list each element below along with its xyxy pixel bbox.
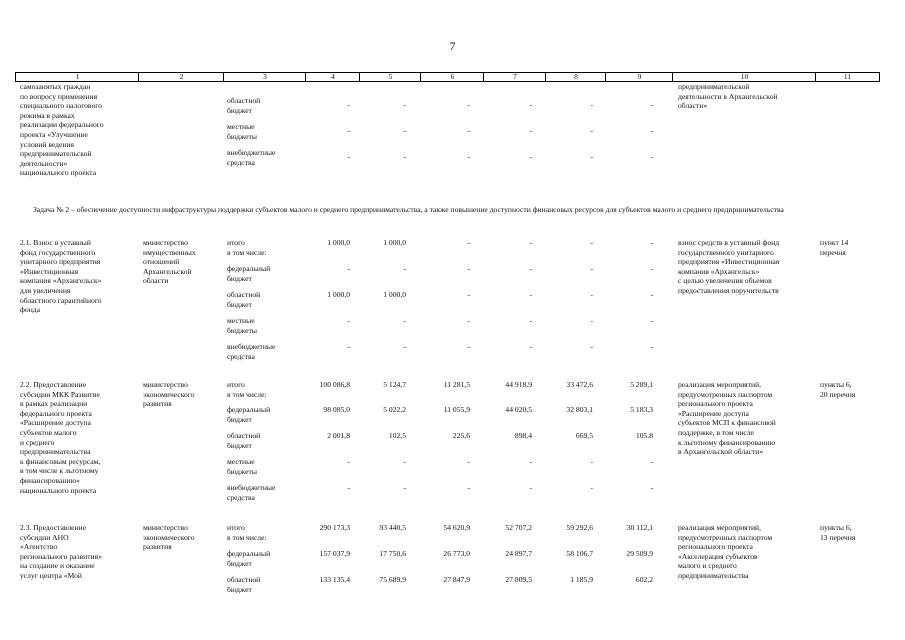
row-2-3-reference: пункты 6, 13 перечня	[820, 523, 856, 542]
row-2-2-local-values-col8: -	[590, 457, 593, 466]
row-2-3-federal-values-col7: 24 897,7	[505, 549, 532, 558]
header-col-8: 8	[545, 72, 606, 82]
row-2-1-total-values-col6: -	[467, 238, 470, 247]
row-2-2-extra-values-col9: -	[650, 483, 653, 492]
row-2-2-regional-values-col4: 2 001,8	[327, 431, 350, 440]
row-2-1-total-values-col9: -	[650, 238, 653, 247]
cont-extra-values-9: -	[650, 152, 653, 161]
row-2-2-regional-values-col9: 105,8	[635, 431, 653, 440]
row-2-3-executor: министерство экономического развития	[143, 523, 195, 552]
row-2-2-local-values-col6: -	[467, 457, 470, 466]
row-2-1-extra-values-col5: -	[403, 342, 406, 351]
row-2-1-local-values-col4: -	[347, 316, 350, 325]
row-2-2-federal-values-col5: 5 022,2	[383, 405, 406, 414]
row-2-1-regional-values-col6: -	[467, 290, 470, 299]
row-2-3-source-total: итого в том числе:	[227, 523, 267, 542]
header-col-3: 3	[223, 72, 306, 82]
cont-extra-values-5: -	[403, 152, 406, 161]
row-2-2-extra-values-col4: -	[347, 483, 350, 492]
header-col-11: 11	[815, 72, 880, 82]
row-2-3-regional-values-col6: 27 847,9	[443, 575, 470, 584]
row-2-3-total-values-col8: 59 292,6	[566, 523, 593, 532]
row-2-3-regional-values-col9: 602,2	[635, 575, 653, 584]
row-2-2-local-values-col5: -	[403, 457, 406, 466]
source-regional: областной бюджет	[227, 96, 261, 115]
task-2-heading: Задача № 2 – обеспечение доступности инфраструктуры поддержки субъектов малого и среднего предпринимательства, а также повышение доступности финансовых ресурсов для субъектов малого и среднего предпринимательства	[33, 205, 784, 214]
header-col-5: 5	[359, 72, 421, 82]
row-2-1-executor: министерство имущественных отношений Архангельской области	[143, 238, 196, 286]
row-2-1-local-values-col9: -	[650, 316, 653, 325]
row-2-1-regional-values-col4: 1 000,0	[327, 290, 350, 299]
cont-regional-values-9: -	[650, 100, 653, 109]
row-2-1-extra-values-col4: -	[347, 342, 350, 351]
row-2-2-total-values-col6: 11 281,5	[443, 380, 470, 389]
row-2-3-federal-values-col6: 26 773,0	[443, 549, 470, 558]
row-2-2-local-values-col7: -	[529, 457, 532, 466]
row-2-1-source-regional: областной бюджет	[227, 290, 261, 309]
row-2-1-federal-values-col4: -	[347, 264, 350, 273]
row-2-2-total-values-col5: 5 124,7	[383, 380, 406, 389]
row-2-1-regional-values-col7: -	[529, 290, 532, 299]
row-2-1-total-values-col4: 1 000,0	[327, 238, 350, 247]
row-2-2-federal-values-col9: 5 183,3	[630, 405, 653, 414]
cont-local-values-4: -	[347, 126, 350, 135]
row-2-2-extra-values-col8: -	[590, 483, 593, 492]
row-2-3-total-values-col4: 290 173,3	[319, 523, 350, 532]
row1-continuation-event: самозанятых граждан по вопросу применения специального налогового режима в рамках реализации федерального проекта «Улучшение условий ведения предпринимательской деятельности» национального проекта	[20, 82, 104, 178]
header-col-10: 10	[672, 72, 816, 82]
row-2-2-local-values-col9: -	[650, 457, 653, 466]
cont-regional-values-7: -	[529, 100, 532, 109]
row-2-1-source-federal: федеральный бюджет	[227, 264, 271, 283]
row-2-3-federal-values-col9: 29 509,9	[626, 549, 653, 558]
row-2-2-total-values-col7: 44 918,9	[505, 380, 532, 389]
row-2-2-extra-values-col7: -	[529, 483, 532, 492]
row-2-1-regional-values-col5: 1 000,0	[383, 290, 406, 299]
row-2-1-total-values-col8: -	[590, 238, 593, 247]
source-local: местные бюджеты	[227, 122, 257, 141]
source-extrabudget: внебюджетные средства	[227, 148, 276, 167]
row-2-2-federal-values-col8: 32 803,1	[566, 405, 593, 414]
header-col-9: 9	[605, 72, 673, 82]
cont-local-values-8: -	[590, 126, 593, 135]
row-2-3-federal-values-col4: 157 037,9	[319, 549, 350, 558]
row-2-1-extra-values-col9: -	[650, 342, 653, 351]
row-2-3-total-values-col5: 93 440,5	[379, 523, 406, 532]
row-2-1-source-total: итого в том числе:	[227, 238, 267, 257]
row-2-2-source-total: итого в том числе:	[227, 380, 267, 399]
row-2-3-federal-values-col5: 17 750,6	[379, 549, 406, 558]
cont-regional-values-6: -	[467, 100, 470, 109]
cont-regional-values-8: -	[590, 100, 593, 109]
header-col-4: 4	[305, 72, 360, 82]
row-2-1-total-values-col7: -	[529, 238, 532, 247]
row-2-2-regional-values-col8: 669,5	[575, 431, 593, 440]
row-2-1-regional-values-col8: -	[590, 290, 593, 299]
row-2-2-source-regional: областной бюджет	[227, 431, 261, 450]
row-2-1-local-values-col5: -	[403, 316, 406, 325]
row-2-1-result: взнос средств в уставный фонд государственного унитарного предприятия «Инвестиционная компания «Архангельск» с целью увеличения объемов предоставления поручительств	[678, 238, 780, 295]
row-2-1-federal-values-col6: -	[467, 264, 470, 273]
row-2-1-local-values-col7: -	[529, 316, 532, 325]
row-2-2-event: 2.2. Предоставление субсидии МКК Развитие в рамках реализации федерального проекта «Расширение доступа субъектов малого и среднего предпринимательства к финансовым ресурсам, в том числе к льготному финансированию» национального проекта	[20, 380, 101, 495]
row-2-2-executor: министерство экономического развития	[143, 380, 195, 409]
row-2-2-source-local: местные бюджеты	[227, 457, 257, 476]
row-2-2-regional-values-col7: 898,4	[514, 431, 532, 440]
header-col-1: 1	[15, 72, 139, 82]
row-2-2-total-values-col4: 100 086,8	[319, 380, 350, 389]
cont-local-values-5: -	[403, 126, 406, 135]
cont-extra-values-8: -	[590, 152, 593, 161]
row-2-2-regional-values-col5: 102,5	[388, 431, 406, 440]
page-number: 7	[449, 39, 456, 53]
header-col-2: 2	[138, 72, 224, 82]
cont-extra-values-6: -	[467, 152, 470, 161]
row-2-1-extra-values-col7: -	[529, 342, 532, 351]
row-2-3-source-federal: федеральный бюджет	[227, 549, 271, 568]
row-2-2-total-values-col8: 33 472,6	[566, 380, 593, 389]
row-2-1-total-values-col5: 1 000,0	[383, 238, 406, 247]
row-2-2-source-federal: федеральный бюджет	[227, 405, 271, 424]
header-col-7: 7	[483, 72, 546, 82]
header-col-6: 6	[420, 72, 484, 82]
cont-regional-values-4: -	[347, 100, 350, 109]
row-2-1-source-local: местные бюджеты	[227, 316, 257, 335]
row-2-2-source-extra: внебюджетные средства	[227, 483, 276, 502]
row1-continuation-result: предпринимательской деятельности в Архангельской области»	[678, 82, 778, 111]
row-2-3-regional-values-col4: 133 135,4	[319, 575, 350, 584]
row-2-3-total-values-col9: 30 112,1	[626, 523, 653, 532]
row-2-1-event: 2.1. Взнос в уставный фонд государственного унитарного предприятия «Инвестиционная компания «Архангельск» для увеличения областного гарантийного фонда	[20, 238, 102, 315]
row-2-1-federal-values-col7: -	[529, 264, 532, 273]
cont-local-values-9: -	[650, 126, 653, 135]
row-2-2-federal-values-col4: 98 085,0	[323, 405, 350, 414]
row-2-2-extra-values-col6: -	[467, 483, 470, 492]
cont-regional-values-5: -	[403, 100, 406, 109]
row-2-3-total-values-col7: 52 707,2	[505, 523, 532, 532]
row-2-2-federal-values-col7: 44 020,5	[505, 405, 532, 414]
row-2-2-total-values-col9: 5 289,1	[630, 380, 653, 389]
row-2-2-regional-values-col6: 225,6	[452, 431, 470, 440]
row-2-1-local-values-col8: -	[590, 316, 593, 325]
cont-local-values-6: -	[467, 126, 470, 135]
row-2-2-federal-values-col6: 11 055,9	[443, 405, 470, 414]
cont-extra-values-4: -	[347, 152, 350, 161]
cont-extra-values-7: -	[529, 152, 532, 161]
row-2-1-reference: пункт 14 перечня	[820, 238, 849, 257]
row-2-1-federal-values-col9: -	[650, 264, 653, 273]
row-2-2-extra-values-col5: -	[403, 483, 406, 492]
cont-local-values-7: -	[529, 126, 532, 135]
row-2-2-reference: пункты 6, 20 перечня	[820, 380, 856, 399]
row-2-1-regional-values-col9: -	[650, 290, 653, 299]
row-2-1-federal-values-col5: -	[403, 264, 406, 273]
row-2-3-federal-values-col8: 58 106,7	[566, 549, 593, 558]
row-2-3-regional-values-col5: 75 689,9	[379, 575, 406, 584]
row-2-1-extra-values-col6: -	[467, 342, 470, 351]
row-2-1-extra-values-col8: -	[590, 342, 593, 351]
row-2-3-source-regional: областной бюджет	[227, 575, 261, 594]
row-2-3-event: 2.3. Предоставление субсидии АНО «Агентство регионального развития» на создание и оказание услуг центра «Мой	[20, 523, 102, 580]
row-2-3-regional-values-col8: 1 185,9	[570, 575, 593, 584]
row-2-2-local-values-col4: -	[347, 457, 350, 466]
row-2-3-regional-values-col7: 27 809,5	[505, 575, 532, 584]
row-2-1-federal-values-col8: -	[590, 264, 593, 273]
row-2-1-source-extra: внебюджетные средства	[227, 342, 276, 361]
row-2-3-result: реализация мероприятий, предусмотренных паспортом регионального проекта «Акселерация субъектов малого и среднего предпринимательства	[678, 523, 773, 580]
row-2-2-result: реализация мероприятий, предусмотренных паспортом регионального проекта «Расширение доступа субъектов МСП к финансовой поддержке, в том числе к льготному финансированию в Архангельской области»	[678, 380, 776, 457]
row-2-1-local-values-col6: -	[467, 316, 470, 325]
row-2-3-total-values-col6: 54 620,9	[443, 523, 470, 532]
